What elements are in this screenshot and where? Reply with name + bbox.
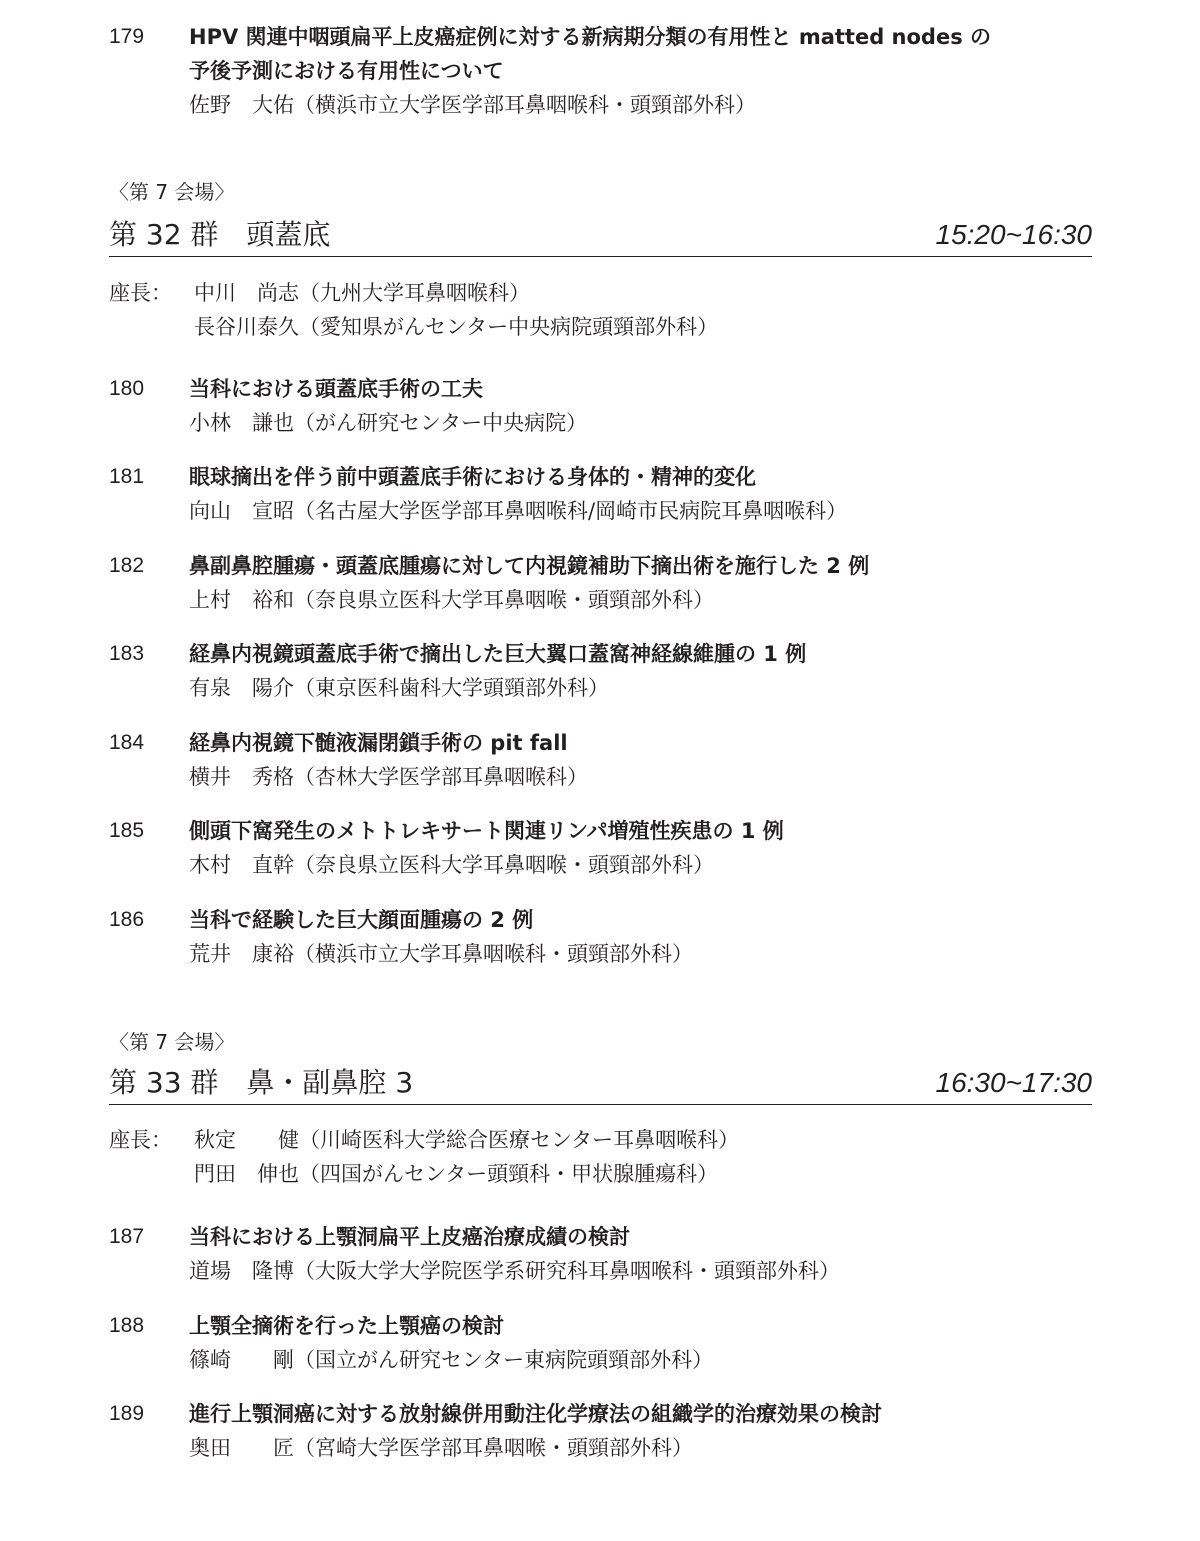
abstract-entry-182: [109, 549, 1109, 617]
abstract-author: 奥田 匠（宮崎大学医学部耳鼻咽喉・頭頸部外科）: [189, 1436, 693, 1460]
abstract-entry-180: [109, 372, 1109, 440]
abstract-author: 篠崎 剛（国立がん研究センター東病院頭頸部外科）: [189, 1348, 714, 1372]
chair-person: 秋定 健（川崎医科大学総合医療センター耳鼻咽喉科）: [194, 1128, 740, 1152]
abstract-author: 木村 直幹（奈良県立医科大学耳鼻咽喉・頭頸部外科）: [189, 853, 714, 877]
chair-label: 座長：: [109, 281, 172, 305]
session-title: 第 33 群 鼻・副鼻腔 3: [109, 1066, 414, 1099]
abstract-number: 180: [109, 377, 145, 400]
abstract-author: 小林 謙也（がん研究センター中央病院）: [189, 411, 588, 435]
session-header-32: [109, 212, 1092, 257]
abstract-author: 有泉 陽介（東京医科歯科大学頭頸部外科）: [189, 676, 609, 700]
abstract-entry-181: [109, 460, 1109, 528]
abstract-number: 181: [109, 465, 145, 488]
venue-label: 〈第 7 会場〉: [109, 180, 235, 204]
abstract-title-line-2: 予後予測における有用性について: [189, 59, 504, 83]
abstract-entry-183: [109, 637, 1109, 705]
abstract-author: 横井 秀格（杏林大学医学部耳鼻咽喉科）: [189, 765, 588, 789]
abstract-entry-189: [109, 1397, 1109, 1465]
abstract-entry-184: [109, 726, 1109, 794]
chairs-block-33: [109, 1123, 1109, 1191]
session-header-33: [109, 1060, 1092, 1105]
abstract-number: 179: [109, 25, 145, 48]
abstract-number: 183: [109, 642, 145, 665]
abstract-entry-179: [109, 20, 1109, 122]
abstract-number: 184: [109, 731, 145, 754]
chair-person: 中川 尚志（九州大学耳鼻咽喉科）: [194, 281, 530, 305]
chair-person: 長谷川泰久（愛知県がんセンター中央病院頭頸部外科）: [194, 315, 719, 339]
abstract-number: 188: [109, 1314, 145, 1337]
chair-label: 座長：: [109, 1128, 172, 1152]
abstract-author: 荒井 康裕（横浜市立大学耳鼻咽喉科・頭頸部外科）: [189, 942, 693, 966]
abstract-title-line-1: HPV 関連中咽頭扁平上皮癌症例に対する新病期分類の有用性と matted nodes の: [189, 25, 992, 49]
session-time: 15:20~16:30: [935, 219, 1092, 250]
abstract-number: 189: [109, 1402, 145, 1425]
abstract-number: 182: [109, 554, 145, 577]
abstract-title: 経鼻内視鏡下髄液漏閉鎖手術の pit fall: [189, 731, 568, 755]
abstract-author: 道場 隆博（大阪大学大学院医学系研究科耳鼻咽喉科・頭頸部外科）: [189, 1259, 840, 1283]
abstract-title: 当科で経験した巨大顔面腫瘍の 2 例: [189, 908, 534, 932]
abstract-title: 進行上顎洞癌に対する放射線併用動注化学療法の組織学的治療効果の検討: [189, 1402, 882, 1426]
abstract-entry-188: [109, 1309, 1109, 1377]
abstract-entry-187: [109, 1220, 1109, 1288]
abstract-title: 上顎全摘術を行った上顎癌の検討: [189, 1314, 504, 1338]
abstract-title: 経鼻内視鏡頭蓋底手術で摘出した巨大翼口蓋窩神経線維腫の 1 例: [189, 642, 807, 666]
abstract-title: 側頭下窩発生のメトトレキサート関連リンパ増殖性疾患の 1 例: [189, 819, 784, 843]
abstract-number: 185: [109, 819, 145, 842]
session-title: 第 32 群 頭蓋底: [109, 218, 331, 251]
chair-person: 門田 伸也（四国がんセンター頭頸科・甲状腺腫瘍科）: [194, 1162, 719, 1186]
abstract-entry-185: [109, 814, 1109, 882]
abstract-author: 向山 宣昭（名古屋大学医学部耳鼻咽喉科/岡崎市民病院耳鼻咽喉科）: [189, 499, 848, 523]
abstract-number: 187: [109, 1225, 145, 1248]
abstract-author: 佐野 大佑（横浜市立大学医学部耳鼻咽喉科・頭頸部外科）: [189, 93, 756, 117]
abstract-number: 186: [109, 908, 145, 931]
abstract-title: 当科における頭蓋底手術の工夫: [189, 377, 483, 401]
session-time: 16:30~17:30: [935, 1067, 1092, 1098]
venue-label: 〈第 7 会場〉: [109, 1030, 235, 1054]
abstract-entry-186: [109, 903, 1109, 971]
abstract-title: 鼻副鼻腔腫瘍・頭蓋底腫瘍に対して内視鏡補助下摘出術を施行した 2 例: [189, 554, 870, 578]
abstract-title: 当科における上顎洞扁平上皮癌治療成績の検討: [189, 1225, 630, 1249]
abstract-author: 上村 裕和（奈良県立医科大学耳鼻咽喉・頭頸部外科）: [189, 588, 714, 612]
chairs-block-32: [109, 276, 1109, 344]
abstract-title: 眼球摘出を伴う前中頭蓋底手術における身体的・精神的変化: [189, 465, 756, 489]
